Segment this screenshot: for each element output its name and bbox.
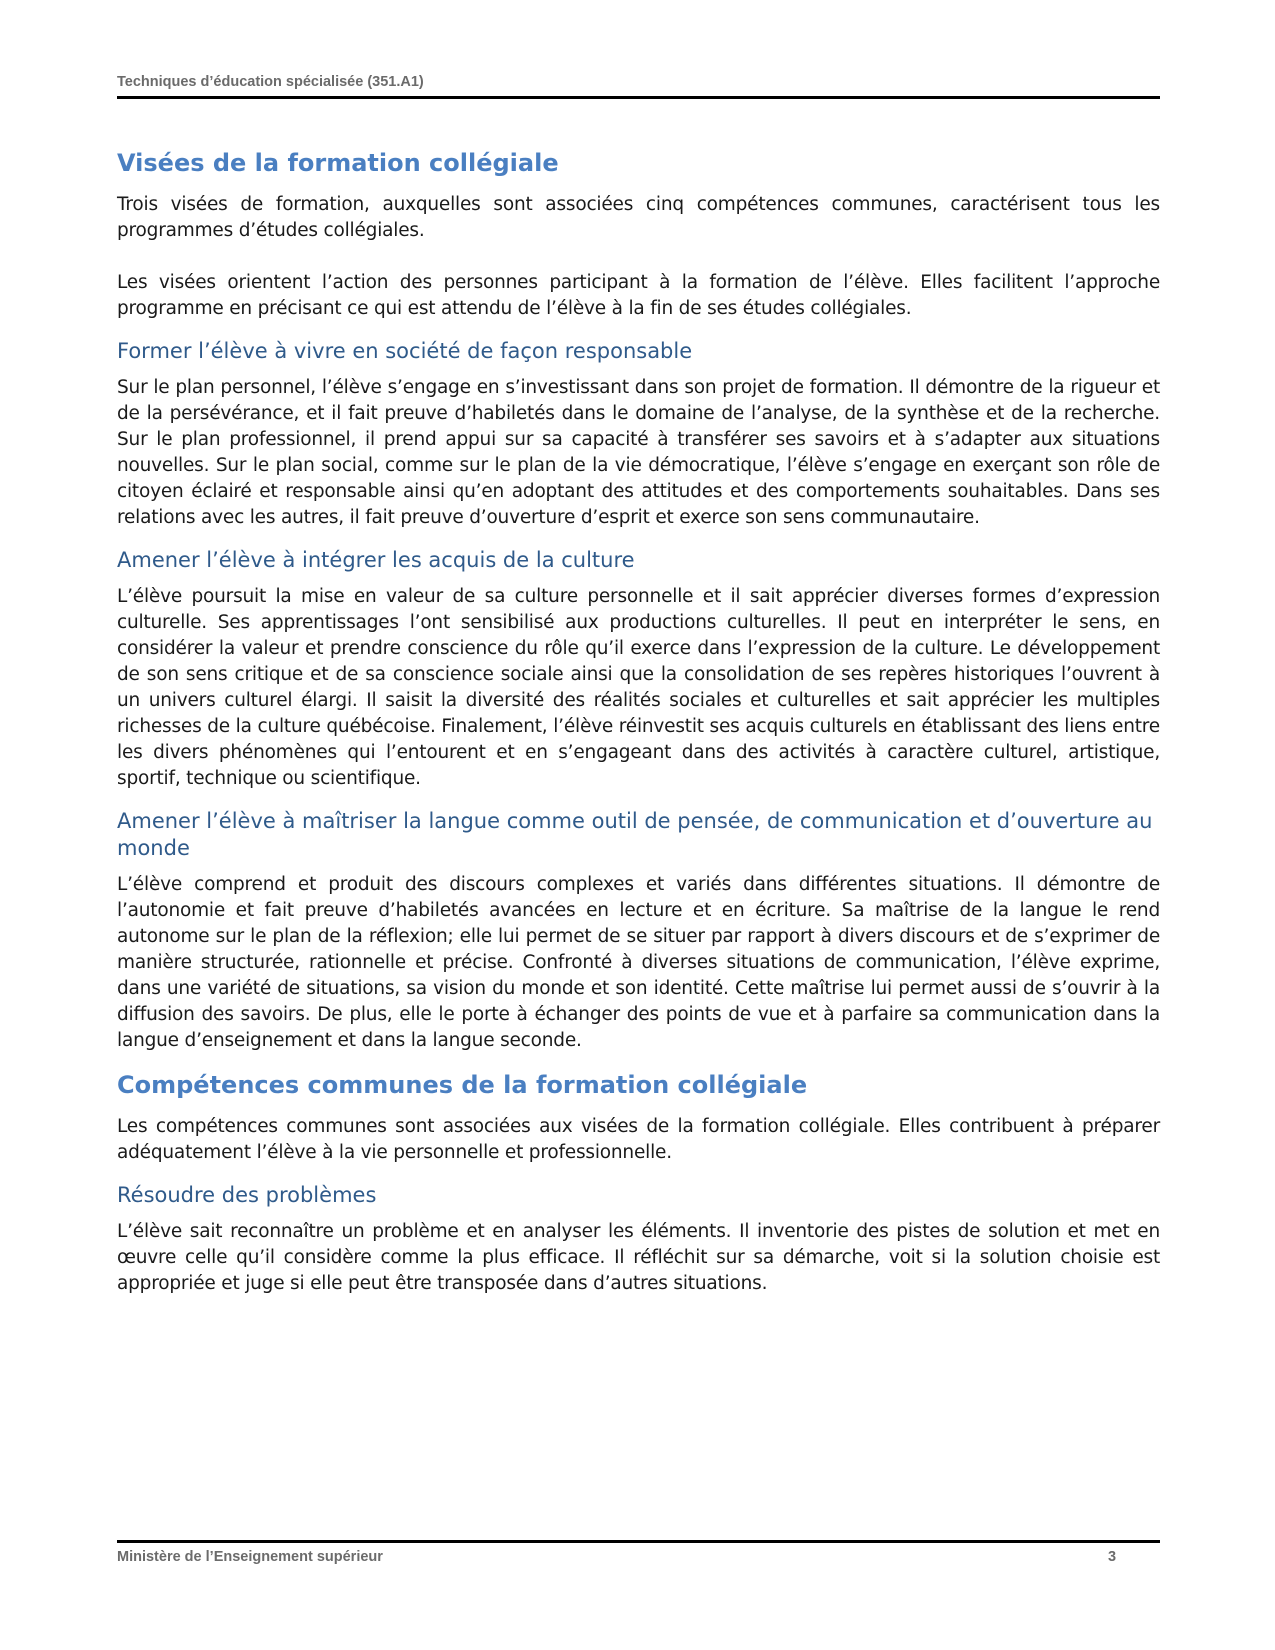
subheading-culture: Amener l’élève à intégrer les acquis de la culture <box>117 548 635 572</box>
subheading-societe: Former l’élève à vivre en société de façon responsable <box>117 339 693 363</box>
page-header <box>117 72 1160 99</box>
heading-competences: Compétences communes de la formation collégiale <box>117 1071 808 1099</box>
page-content <box>117 148 1160 1297</box>
paragraph-visees-orientation: Les visées orientent l’action des personnes participant à la formation de l’élève. Elles facilitent l’approche programme en précisant ce qui est attendu de l’élève à la fin de ses études collégiales. <box>117 272 1160 319</box>
paragraph-visees-intro: Trois visées de formation, auxquelles sont associées cinq compétences communes, caractérisent tous les programmes d’études collégiales. <box>117 194 1160 241</box>
paragraph-competences-intro: Les compétences communes sont associées aux visées de la formation collégiale. Elles contribuent à préparer adéquatement l’élève à la vie personnelle et professionnelle. <box>117 1116 1160 1163</box>
subheading-resoudre: Résoudre des problèmes <box>117 1183 377 1207</box>
paragraph-societe: Sur le plan personnel, l’élève s’engage en s’investissant dans son projet de formation. Il démontre de la rigueur et de la persévérance, et il fait preuve d’habiletés dans le domaine de l’analyse, de la synthèse et de la recherche. Sur le plan professionnel, il prend appui sur sa capacité à transférer ses savoirs et à s’adapter aux situations nouvelles. Sur le plan social, comme sur le plan de la vie démocratique, l’élève s’engage en exerçant son rôle de citoyen éclairé et responsable ainsi qu’en adoptant des attitudes et des comportements souhaitables. Dans ses relations avec les autres, il fait preuve d’ouverture d’esprit et exerce son sens communautaire. <box>117 377 1160 528</box>
header-title: Techniques d’éducation spécialisée (351.A1) <box>117 74 424 90</box>
footer-publisher: Ministère de l’Enseignement supérieur <box>117 1549 383 1565</box>
heading-visees: Visées de la formation collégiale <box>117 149 559 177</box>
paragraph-resoudre: L’élève sait reconnaître un problème et en analyser les éléments. Il inventorie des pistes de solution et met en œuvre celle qu’il considère comme la plus efficace. Il réfléchit sur sa démarche, voit si la solution choisie est appropriée et juge si elle peut être transposée dans d’autres situations. <box>117 1221 1160 1294</box>
paragraph-culture: L’élève poursuit la mise en valeur de sa culture personnelle et il sait apprécier diverses formes d’expression culturelle. Ses apprentissages l’ont sensibilisé aux productions culturelles. Il peut en interpréter le sens, en considérer la valeur et prendre conscience du rôle qu’il exerce dans l’expression de la culture. Le développement de son sens critique et de sa conscience sociale ainsi que la consolidation de ses repères historiques l’ouvrent à un univers culturel élargi. Il saisit la diversité des réalités sociales et culturelles et sait apprécier les multiples richesses de la culture québécoise. Finalement, l’élève réinvestit ses acquis culturels en établissant des liens entre les divers phénomènes qui l’entourent et en s’engageant dans des activités à caractère culturel, artistique, sportif, technique ou scientifique. <box>117 586 1160 789</box>
subheading-langue: Amener l’élève à maîtriser la langue comme outil de pensée, de communication et d’ouverture au monde <box>117 809 1153 860</box>
page-number: 3 <box>1108 1549 1117 1565</box>
paragraph-langue: L’élève comprend et produit des discours complexes et variés dans différentes situations. Il démontre de l’autonomie et fait preuve d’habiletés avancées en lecture et en écriture. Sa maîtrise de la langue le rend autonome sur le plan de la réflexion; elle lui permet de se situer par rapport à divers discours et de s’exprimer de manière structurée, rationnelle et précise. Confronté à diverses situations de communication, l’élève exprime, dans une variété de situations, sa vision du monde et son identité. Cette maîtrise lui permet aussi de s’ouvrir à la diffusion des savoirs. De plus, elle le porte à échanger des points de vue et à parfaire sa communication dans la langue d’enseignement et dans la langue seconde. <box>117 874 1160 1051</box>
footer-rule <box>117 1540 1160 1543</box>
